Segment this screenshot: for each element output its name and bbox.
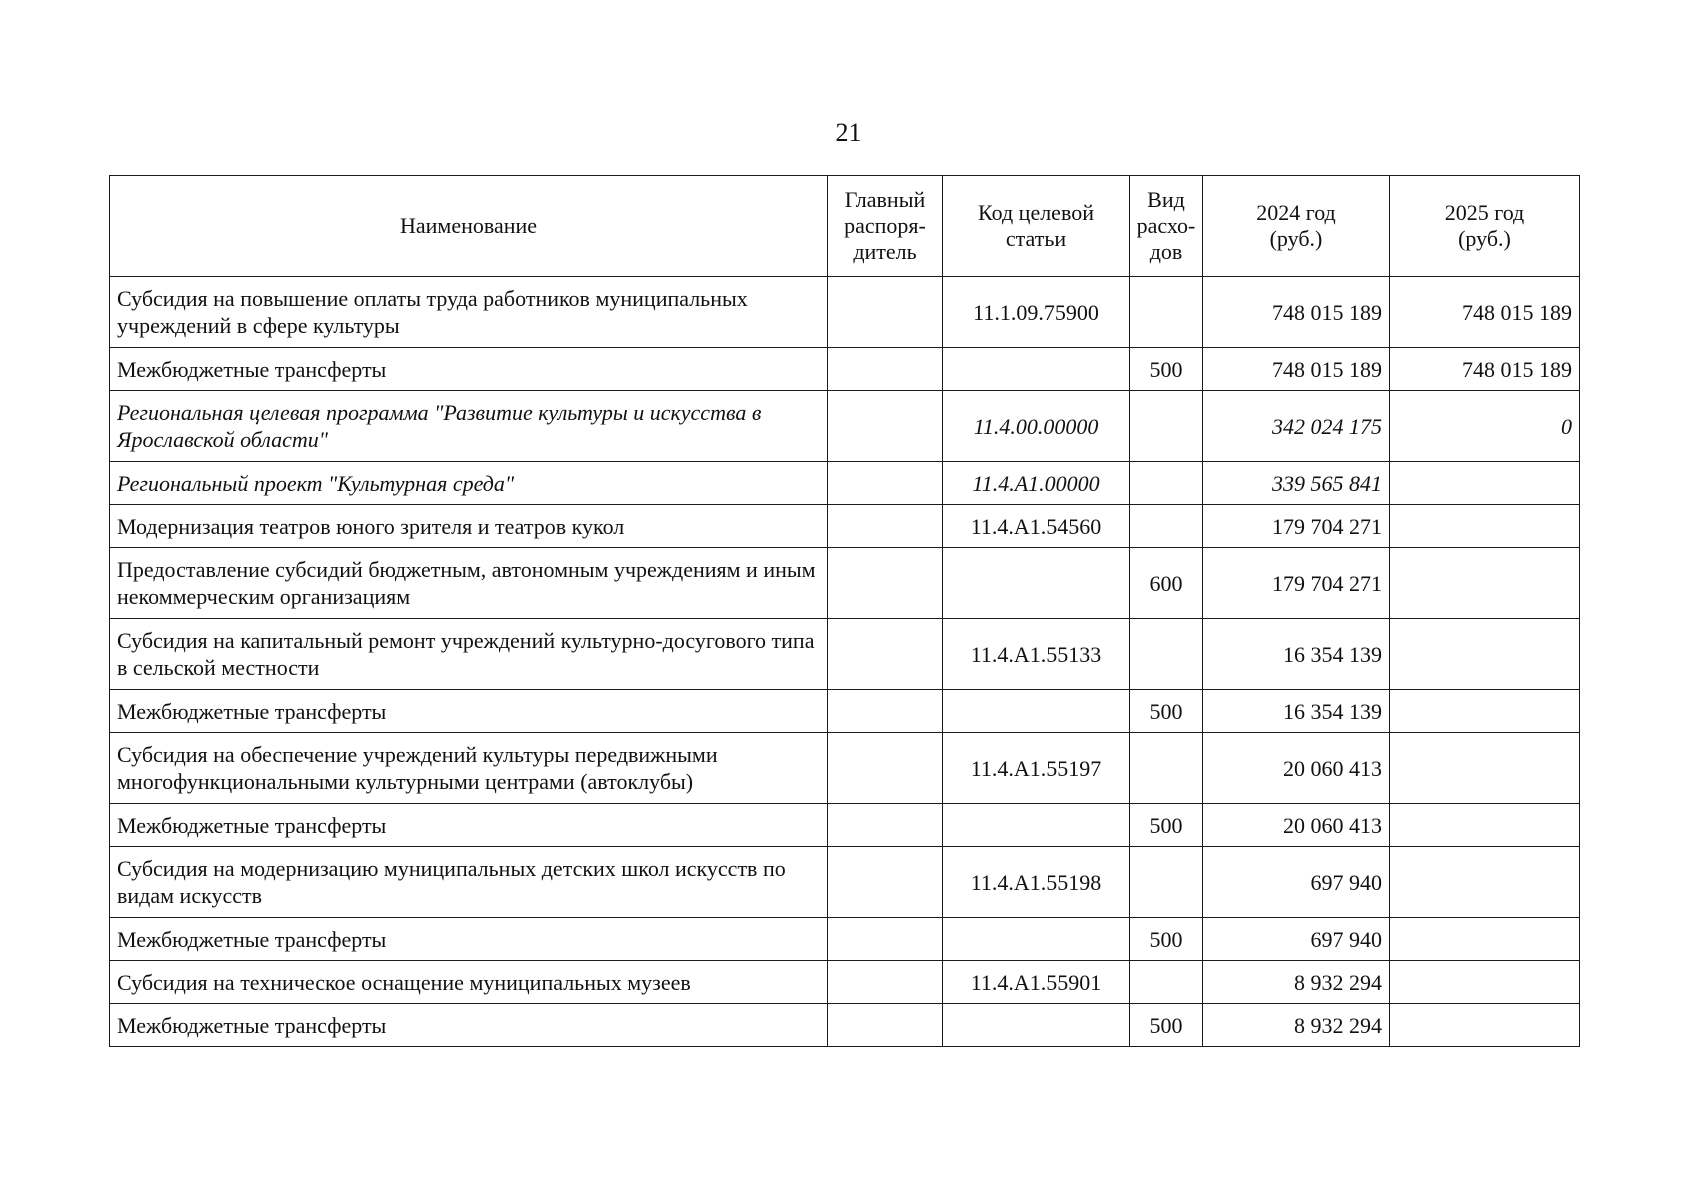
cell-admin xyxy=(828,391,943,462)
header-code: Код целевой статьи xyxy=(943,176,1130,277)
cell-2025 xyxy=(1390,619,1580,690)
cell-kind xyxy=(1130,847,1203,918)
cell-name: Субсидия на техническое оснащение муниципальных музеев xyxy=(110,961,828,1004)
cell-kind: 500 xyxy=(1130,690,1203,733)
table-row xyxy=(110,961,1580,1004)
cell-2024: 179 704 271 xyxy=(1203,505,1390,548)
cell-code xyxy=(943,918,1130,961)
cell-admin xyxy=(828,961,943,1004)
cell-kind: 500 xyxy=(1130,348,1203,391)
table-row xyxy=(110,391,1580,462)
cell-code xyxy=(943,348,1130,391)
cell-kind xyxy=(1130,462,1203,505)
cell-2025 xyxy=(1390,548,1580,619)
cell-code xyxy=(943,548,1130,619)
cell-2025 xyxy=(1390,847,1580,918)
cell-2025 xyxy=(1390,918,1580,961)
cell-admin xyxy=(828,804,943,847)
cell-2025 xyxy=(1390,804,1580,847)
cell-2024: 342 024 175 xyxy=(1203,391,1390,462)
cell-name: Межбюджетные трансферты xyxy=(110,918,828,961)
cell-code: 11.4.A1.55133 xyxy=(943,619,1130,690)
cell-name: Субсидия на капитальный ремонт учреждений культурно-досугового типа в сельской местности xyxy=(110,619,828,690)
cell-code: 11.4.A1.00000 xyxy=(943,462,1130,505)
cell-kind: 500 xyxy=(1130,804,1203,847)
cell-admin xyxy=(828,690,943,733)
cell-name: Субсидия на обеспечение учреждений культуры передвижными многофункциональными культурными центрами (автоклубы) xyxy=(110,733,828,804)
cell-code: 11.4.A1.54560 xyxy=(943,505,1130,548)
cell-name: Региональный проект "Культурная среда" xyxy=(110,462,828,505)
cell-admin xyxy=(828,348,943,391)
cell-code: 11.4.00.00000 xyxy=(943,391,1130,462)
cell-admin xyxy=(828,1004,943,1047)
cell-name: Субсидия на модернизацию муниципальных детских школ искусств по видам искусств xyxy=(110,847,828,918)
cell-kind: 500 xyxy=(1130,918,1203,961)
cell-admin xyxy=(828,619,943,690)
cell-code: 11.1.09.75900 xyxy=(943,277,1130,348)
cell-2025: 748 015 189 xyxy=(1390,348,1580,391)
cell-code xyxy=(943,804,1130,847)
table-row xyxy=(110,548,1580,619)
cell-2025 xyxy=(1390,690,1580,733)
cell-admin xyxy=(828,733,943,804)
table-row xyxy=(110,690,1580,733)
cell-kind xyxy=(1130,961,1203,1004)
header-name: Наименование xyxy=(110,176,828,277)
cell-admin xyxy=(828,847,943,918)
header-2025: 2025 год (руб.) xyxy=(1390,176,1580,277)
cell-kind xyxy=(1130,505,1203,548)
cell-kind xyxy=(1130,619,1203,690)
budget-table xyxy=(109,175,1580,1047)
header-admin: Главный распоря- дитель xyxy=(828,176,943,277)
table-row xyxy=(110,348,1580,391)
table-header-row xyxy=(110,176,1580,277)
cell-kind xyxy=(1130,391,1203,462)
header-kind: Вид расхо- дов xyxy=(1130,176,1203,277)
cell-2024: 748 015 189 xyxy=(1203,277,1390,348)
cell-2024: 748 015 189 xyxy=(1203,348,1390,391)
cell-name: Субсидия на повышение оплаты труда работников муниципальных учреждений в сфере культуры xyxy=(110,277,828,348)
cell-2024: 8 932 294 xyxy=(1203,961,1390,1004)
cell-code: 11.4.A1.55198 xyxy=(943,847,1130,918)
cell-2024: 16 354 139 xyxy=(1203,619,1390,690)
cell-name: Региональная целевая программа "Развитие культуры и искусства в Ярославской области" xyxy=(110,391,828,462)
cell-2025 xyxy=(1390,961,1580,1004)
cell-2025: 748 015 189 xyxy=(1390,277,1580,348)
cell-name: Межбюджетные трансферты xyxy=(110,348,828,391)
cell-2024: 697 940 xyxy=(1203,918,1390,961)
header-2024: 2024 год (руб.) xyxy=(1203,176,1390,277)
cell-2024: 179 704 271 xyxy=(1203,548,1390,619)
cell-kind xyxy=(1130,277,1203,348)
table-row xyxy=(110,804,1580,847)
table-row xyxy=(110,619,1580,690)
cell-admin xyxy=(828,918,943,961)
cell-2025 xyxy=(1390,733,1580,804)
cell-2024: 20 060 413 xyxy=(1203,804,1390,847)
table-row xyxy=(110,462,1580,505)
cell-2025: 0 xyxy=(1390,391,1580,462)
cell-kind: 600 xyxy=(1130,548,1203,619)
cell-code xyxy=(943,690,1130,733)
page-number: 21 xyxy=(835,118,862,147)
cell-2024: 697 940 xyxy=(1203,847,1390,918)
table-row xyxy=(110,277,1580,348)
cell-name: Межбюджетные трансферты xyxy=(110,804,828,847)
cell-name: Модернизация театров юного зрителя и театров кукол xyxy=(110,505,828,548)
cell-admin xyxy=(828,505,943,548)
cell-2024: 8 932 294 xyxy=(1203,1004,1390,1047)
table-row xyxy=(110,847,1580,918)
cell-admin xyxy=(828,462,943,505)
cell-admin xyxy=(828,548,943,619)
cell-2025 xyxy=(1390,462,1580,505)
cell-name: Предоставление субсидий бюджетным, автономным учреждениям и иным некоммерческим организациям xyxy=(110,548,828,619)
cell-code xyxy=(943,1004,1130,1047)
cell-name: Межбюджетные трансферты xyxy=(110,690,828,733)
cell-kind xyxy=(1130,733,1203,804)
cell-2025 xyxy=(1390,505,1580,548)
table-row xyxy=(110,1004,1580,1047)
cell-2024: 20 060 413 xyxy=(1203,733,1390,804)
cell-2024: 16 354 139 xyxy=(1203,690,1390,733)
cell-2024: 339 565 841 xyxy=(1203,462,1390,505)
table-row xyxy=(110,505,1580,548)
table-row xyxy=(110,918,1580,961)
cell-2025 xyxy=(1390,1004,1580,1047)
cell-kind: 500 xyxy=(1130,1004,1203,1047)
table-row xyxy=(110,733,1580,804)
cell-admin xyxy=(828,277,943,348)
cell-name: Межбюджетные трансферты xyxy=(110,1004,828,1047)
cell-code: 11.4.A1.55197 xyxy=(943,733,1130,804)
cell-code: 11.4.A1.55901 xyxy=(943,961,1130,1004)
table-body xyxy=(110,277,1580,1047)
